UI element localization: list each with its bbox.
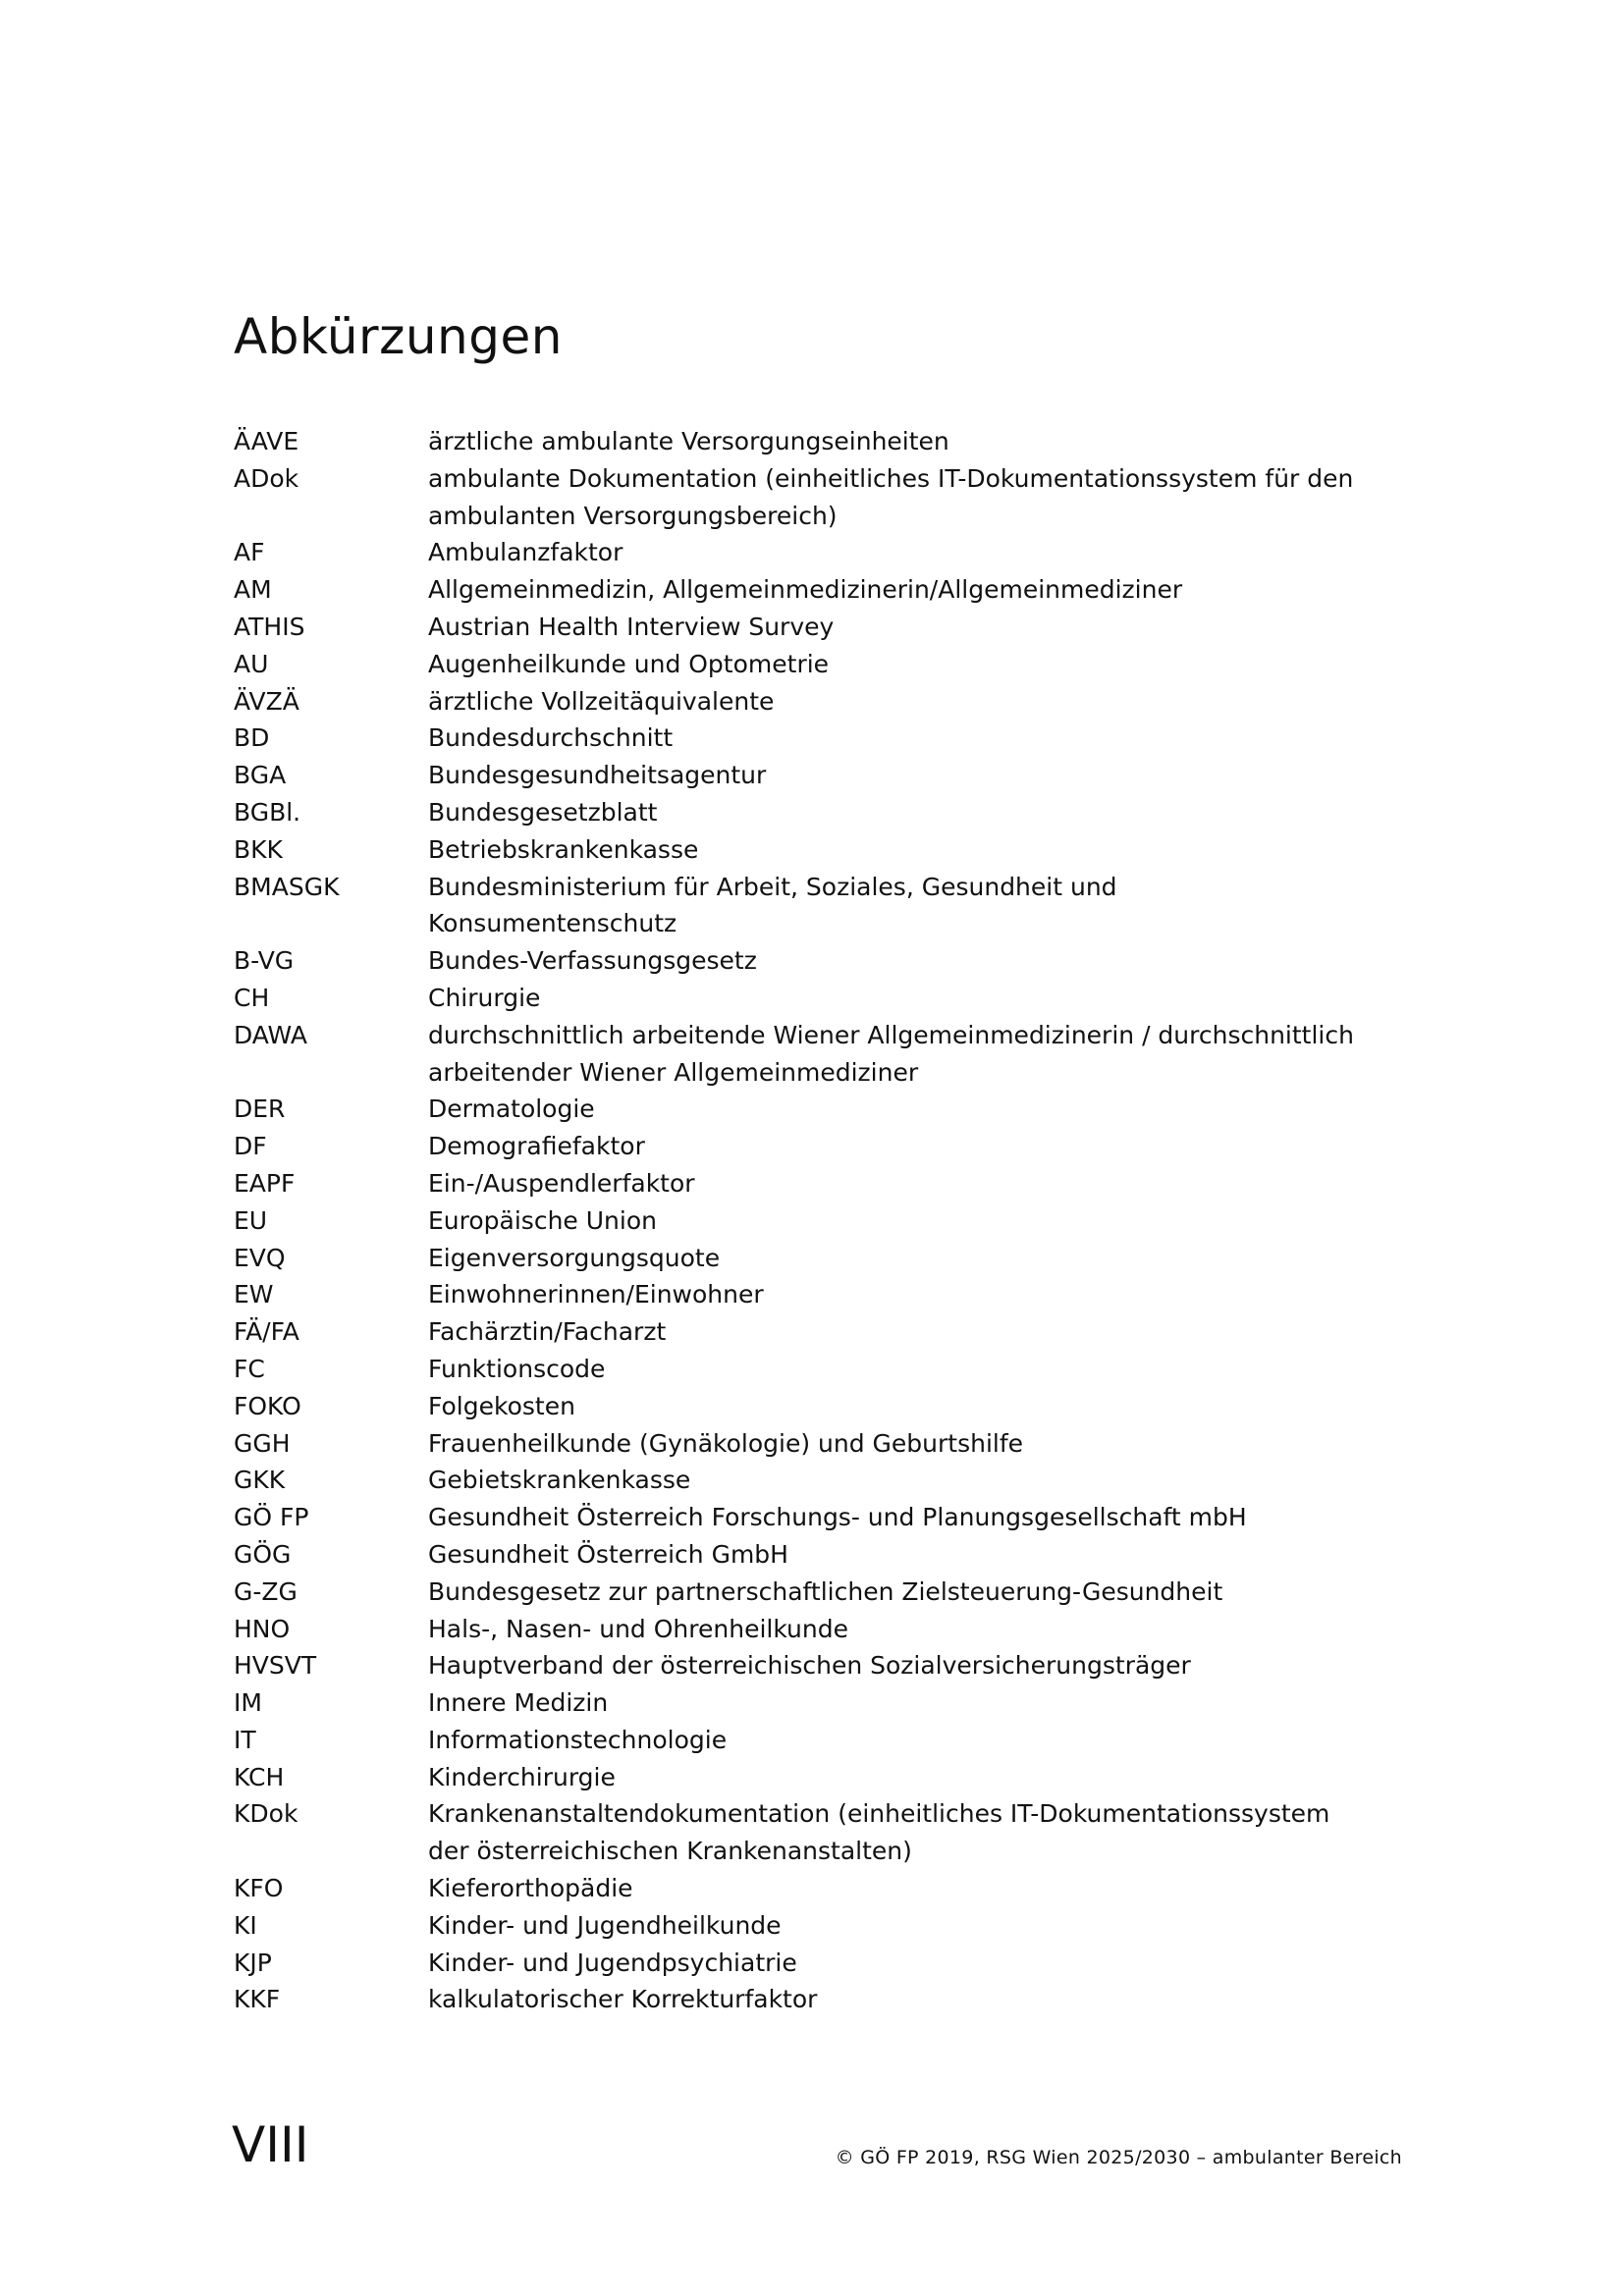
abbreviation-row	[234, 1759, 1402, 1796]
abbreviation-term: EW	[234, 1280, 274, 1309]
abbreviation-definition: Ein-/Auspendlerfaktor	[428, 1168, 695, 1198]
abbreviation-term: KJP	[234, 1948, 272, 1977]
abbreviation-definition: Frauenheilkunde (Gynäkologie) und Geburtshilfe	[428, 1428, 1024, 1458]
abbreviation-row	[234, 757, 1402, 794]
abbreviation-definition: Hauptverband der österreichischen Sozialversicherungsträger	[428, 1651, 1191, 1681]
abbreviation-definition: Kinder- und Jugendheilkunde	[428, 1910, 782, 1940]
abbreviation-term: B-VG	[234, 946, 295, 976]
abbreviation-definition: Dermatologie	[428, 1095, 595, 1124]
abbreviation-term: KCH	[234, 1762, 285, 1791]
abbreviation-definition: Krankenanstaltendokumentation (einheitliches IT-Dokumentationssystem der österreichischen Krankenanstalten)	[428, 1799, 1330, 1866]
abbreviation-row	[234, 1684, 1402, 1722]
abbreviation-row	[234, 1276, 1402, 1313]
abbreviation-row	[234, 1611, 1402, 1648]
abbreviation-row	[234, 720, 1402, 757]
abbreviation-row	[234, 1462, 1402, 1499]
abbreviation-term: ATHIS	[234, 612, 305, 641]
abbreviation-definition: Einwohnerinnen/Einwohner	[428, 1280, 764, 1309]
abbreviation-row	[234, 980, 1402, 1017]
abbreviation-term: IM	[234, 1688, 262, 1718]
abbreviation-definition: Gesundheit Österreich GmbH	[428, 1539, 788, 1569]
abbreviation-term: BD	[234, 723, 270, 753]
abbreviation-term: CH	[234, 983, 270, 1012]
abbreviation-definition: Bundesministerium für Arbeit, Soziales, Gesundheit und Konsumentenschutz	[428, 872, 1117, 938]
abbreviation-definition: Bundes-Verfassungsgesetz	[428, 946, 757, 976]
abbreviation-definition: ärztliche ambulante Versorgungseinheiten	[428, 427, 949, 455]
abbreviation-row	[234, 1945, 1402, 1982]
abbreviation-term: BMASGK	[234, 872, 340, 901]
abbreviation-term: DF	[234, 1132, 267, 1161]
abbreviation-term: AM	[234, 575, 272, 605]
abbreviation-term: KI	[234, 1910, 257, 1940]
abbreviation-definition: Chirurgie	[428, 983, 541, 1012]
abbreviation-term: G-ZG	[234, 1576, 298, 1606]
abbreviation-definition: Innere Medizin	[428, 1688, 609, 1718]
abbreviation-row	[234, 1499, 1402, 1536]
abbreviation-definition: Ambulanzfaktor	[428, 538, 623, 567]
abbreviation-term: ÄVZÄ	[234, 686, 299, 716]
abbreviation-row	[234, 1647, 1402, 1684]
abbreviation-row	[234, 942, 1402, 980]
abbreviation-definition: Kinderchirurgie	[428, 1762, 616, 1791]
abbreviation-row	[234, 460, 1402, 535]
abbreviation-term: EU	[234, 1205, 268, 1235]
abbreviation-definition: Gebietskrankenkasse	[428, 1466, 691, 1495]
abbreviation-row	[234, 1722, 1402, 1759]
abbreviation-definition: Informationstechnologie	[428, 1725, 728, 1754]
abbreviation-term: BGBl.	[234, 797, 301, 827]
abbreviation-term: GGH	[234, 1428, 291, 1458]
abbreviation-definition: Augenheilkunde und Optometrie	[428, 649, 830, 678]
abbreviation-term: HNO	[234, 1614, 291, 1643]
abbreviation-row	[234, 1351, 1402, 1388]
abbreviation-row	[234, 1574, 1402, 1611]
abbreviation-definition: ärztliche Vollzeitäquivalente	[428, 686, 775, 716]
abbreviation-definition: Gesundheit Österreich Forschungs- und Planungsgesellschaft mbH	[428, 1503, 1247, 1532]
abbreviation-definition: Hals-, Nasen- und Ohrenheilkunde	[428, 1614, 848, 1643]
abbreviation-row	[234, 1128, 1402, 1165]
abbreviation-term: GÖ FP	[234, 1503, 309, 1532]
abbreviation-row	[234, 1017, 1402, 1092]
abbreviation-row	[234, 646, 1402, 683]
abbreviation-term: EVQ	[234, 1243, 286, 1272]
abbreviation-definition: Kieferorthopädie	[428, 1874, 633, 1903]
abbreviation-row	[234, 794, 1402, 831]
page-title: Abkürzungen	[234, 308, 563, 365]
abbreviation-term: IT	[234, 1725, 256, 1754]
abbreviation-definition: Kinder- und Jugendpsychiatrie	[428, 1948, 797, 1977]
abbreviation-term: AU	[234, 649, 269, 678]
abbreviation-row	[234, 534, 1402, 571]
abbreviation-definition: Folgekosten	[428, 1391, 575, 1420]
abbreviation-row	[234, 1313, 1402, 1351]
abbreviation-term: DAWA	[234, 1020, 307, 1049]
abbreviation-row	[234, 571, 1402, 609]
abbreviation-row	[234, 1907, 1402, 1945]
abbreviation-row	[234, 423, 1402, 460]
footer-copyright: © GÖ FP 2019, RSG Wien 2025/2030 – ambulanter Bereich	[835, 2147, 1402, 2168]
abbreviation-row	[234, 609, 1402, 646]
abbreviation-row	[234, 1165, 1402, 1202]
abbreviation-term: GKK	[234, 1466, 286, 1495]
abbreviation-definition: Eigenversorgungsquote	[428, 1243, 721, 1272]
abbreviation-definition: Funktionscode	[428, 1354, 606, 1383]
abbreviation-row	[234, 683, 1402, 721]
abbreviation-term: ÄAVE	[234, 427, 299, 455]
abbreviation-definition: Bundesgesetz zur partnerschaftlichen Zielsteuerung-Gesundheit	[428, 1576, 1223, 1606]
abbreviation-term: BKK	[234, 834, 283, 864]
abbreviation-row	[234, 1425, 1402, 1463]
abbreviation-term: FOKO	[234, 1391, 301, 1420]
abbreviation-term: GÖG	[234, 1539, 292, 1569]
abbreviation-definition: Bundesgesundheitsagentur	[428, 761, 767, 790]
abbreviation-definition: durchschnittlich arbeitende Wiener Allgemeinmedizinerin / durchschnittlich arbeitender Wiener Allgemeinmediziner	[428, 1020, 1354, 1087]
abbreviation-definition: Demografiefaktor	[428, 1132, 645, 1161]
abbreviation-definition: Bundesgesetzblatt	[428, 797, 658, 827]
abbreviation-definition: kalkulatorischer Korrekturfaktor	[428, 1985, 818, 2014]
abbreviation-term: AF	[234, 538, 265, 567]
abbreviation-row	[234, 869, 1402, 943]
abbreviation-term: FÄ/FA	[234, 1317, 299, 1347]
abbreviation-term: KKF	[234, 1985, 281, 2014]
abbreviation-term: FC	[234, 1354, 265, 1383]
page-number: VIII	[232, 2116, 309, 2173]
abbreviation-row	[234, 1795, 1402, 1870]
abbreviation-definition: Fachärztin/Facharzt	[428, 1317, 667, 1347]
abbreviation-row	[234, 1981, 1402, 2018]
abbreviation-term: BGA	[234, 761, 287, 790]
abbreviation-term: ADok	[234, 463, 299, 493]
abbreviation-row	[234, 1536, 1402, 1574]
abbreviation-row	[234, 831, 1402, 869]
abbreviation-definition: Allgemeinmedizin, Allgemeinmedizinerin/Allgemeinmediziner	[428, 575, 1183, 605]
abbreviation-definition: ambulante Dokumentation (einheitliches IT-Dokumentationssystem für den ambulanten Versorgungsbereich)	[428, 463, 1354, 530]
abbreviation-row	[234, 1240, 1402, 1277]
abbreviation-definition: Europäische Union	[428, 1205, 657, 1235]
abbreviation-definition: Bundesdurchschnitt	[428, 723, 674, 753]
abbreviation-term: EAPF	[234, 1168, 296, 1198]
abbreviation-row	[234, 1202, 1402, 1240]
abbreviation-row	[234, 1870, 1402, 1907]
abbreviation-row	[234, 1091, 1402, 1128]
abbreviation-term: KFO	[234, 1874, 284, 1903]
abbreviation-row	[234, 1388, 1402, 1425]
abbreviation-definition: Austrian Health Interview Survey	[428, 612, 835, 641]
abbreviation-term: HVSVT	[234, 1651, 317, 1681]
abbreviation-term: KDok	[234, 1799, 298, 1829]
abbreviation-definition: Betriebskrankenkasse	[428, 834, 699, 864]
abbreviation-list	[234, 423, 1402, 2018]
abbreviation-term: DER	[234, 1095, 286, 1124]
